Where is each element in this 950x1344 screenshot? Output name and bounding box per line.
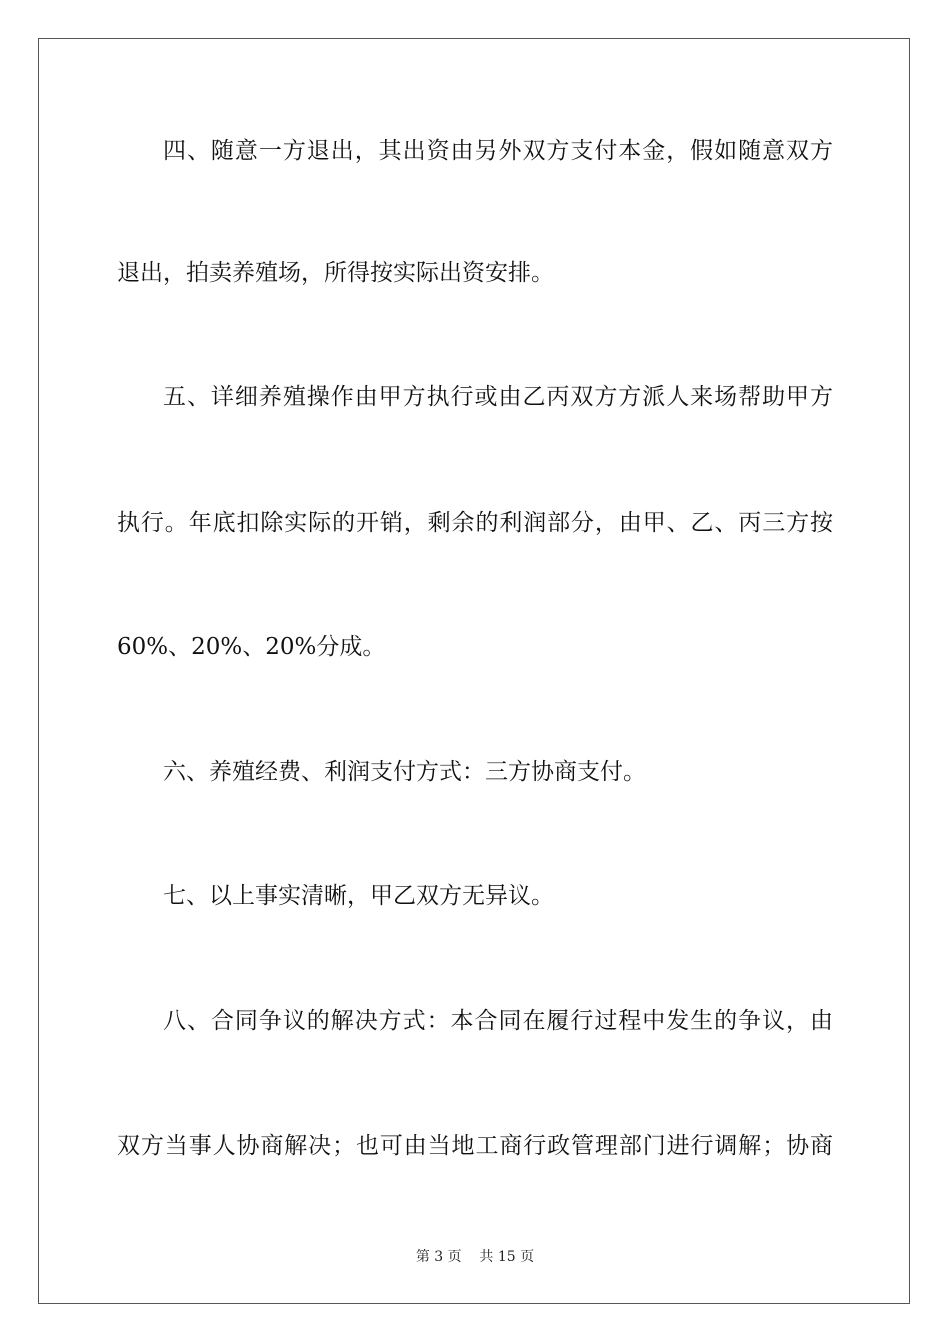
paragraph-4-line-1: 四、随意一方退出，其出资由另外双方支付本金，假如随意双方	[163, 138, 833, 164]
paragraph-8-line-2: 双方当事人协商解决；也可由当地工商行政管理部门进行调解；协商	[117, 1133, 833, 1159]
paragraph-4-line-2: 退出，拍卖养殖场，所得按实际出资安排。	[117, 260, 554, 286]
paragraph-5-line-1: 五、详细养殖操作由甲方执行或由乙丙双方方派人来场帮助甲方	[163, 384, 833, 410]
paragraph-8-line-1: 八、合同争议的解决方式：本合同在履行过程中发生的争议，由	[163, 1008, 833, 1034]
paragraph-5-line-2: 执行。年底扣除实际的开销，剩余的利润部分，由甲、乙、丙三方按	[117, 510, 833, 536]
page-number-footer: 第 3 页 共 15 页	[415, 1249, 535, 1265]
paragraph-7: 七、以上事实清晰，甲乙双方无异议。	[163, 883, 554, 909]
paragraph-5-line-3: 60%、20%、20%分成。	[117, 634, 386, 660]
paragraph-6: 六、养殖经费、利润支付方式：三方协商支付。	[163, 759, 646, 785]
page-border	[38, 38, 910, 1304]
